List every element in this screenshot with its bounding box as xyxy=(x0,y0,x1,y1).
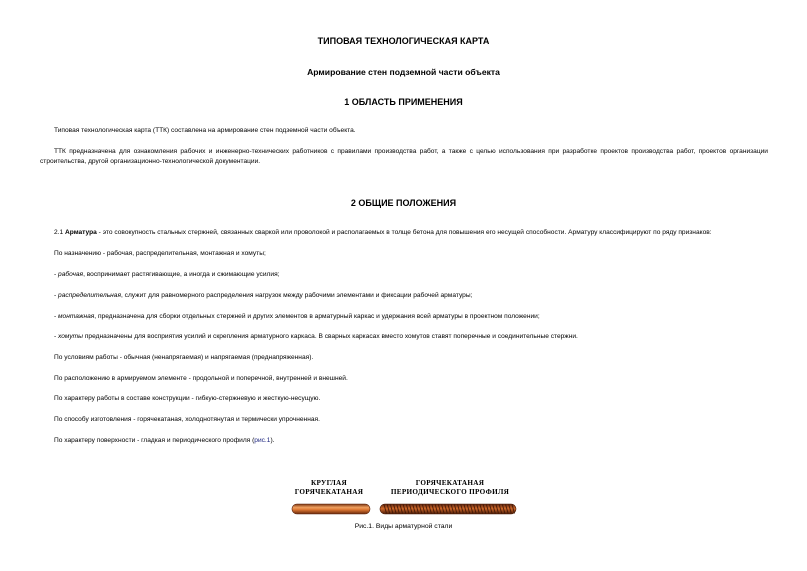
section-2-item-assembly: - монтажная, предназначена для сборки отдельных стержней и других элементов в арматурный каркас и удержания всей арматуры в проектном положении; xyxy=(54,313,540,320)
section-2-paragraph-placement: По расположению в армируемом элементе - продольной и поперечной, внутренней и внешней. xyxy=(54,375,348,382)
document-title: ТИПОВАЯ ТЕХНОЛОГИЧЕСКАЯ КАРТА xyxy=(317,36,490,46)
term-armatura: Арматура xyxy=(65,229,97,236)
section-2-paragraph-surface: По характеру поверхности - гладкая и периодического профиля (рис.1). xyxy=(54,437,275,444)
figure-1-link[interactable]: рис.1 xyxy=(254,437,271,444)
figure-label-round: КРУГЛАЯ ГОРЯЧЕКАТАНАЯ xyxy=(294,479,364,496)
section-2-paragraph-behaviour: По характеру работы в составе конструкции - гибкую-стержневую и жесткую-несущую. xyxy=(54,395,321,402)
figure-label-periodic: ГОРЯЧЕКАТАНАЯ ПЕРИОДИЧЕСКОГО ПРОФИЛЯ xyxy=(390,479,510,496)
document-subtitle: Армирование стен подземной части объекта xyxy=(307,67,500,77)
section-1-paragraph-1: Типовая технологическая карта (ТТК) составлена на армирование стен подземной части объекта. xyxy=(54,127,356,134)
section-2-heading: 2 ОБЩИЕ ПОЛОЖЕНИЯ xyxy=(350,198,457,208)
rebar-illustration xyxy=(288,500,524,518)
round-smooth-rod xyxy=(292,504,370,514)
section-2-paragraph-purpose: По назначению - рабочая, распределительная, монтажная и хомуты; xyxy=(54,250,266,257)
section-2-paragraph-definition: 2.1 Арматура - это совокупность стальных стержней, связанных сваркой или проволокой и располагаемых в толще бетона для повышения его несущей способности. Арматуру классифицируют по ряду признаков: xyxy=(54,229,712,236)
section-2-item-working: - рабочая, воспринимает растягивающие, а иногда и сжимающие усилия; xyxy=(54,271,280,278)
section-2-item-distribution: - распределительная, служит для равномерного распределения нагрузок между рабочими элементами и фиксации рабочей арматуры; xyxy=(54,292,473,299)
section-2-paragraph-conditions: По условиям работы - обычная (ненапрягаемая) и напрягаемая (преднапряженная). xyxy=(54,354,314,361)
periodic-profile-rod xyxy=(380,504,516,514)
section-1-paragraph-2: ТТК предназначена для ознакомления рабочих и инженерно-технических работников с правилами производства работ, а также с целью использования при разработке проектов производства работ, проектов организации строительства, другой организационно-технологической документации. xyxy=(40,148,768,165)
section-2-paragraph-manufacturing: По способу изготовления - горячекатаная, холоднотянутая и термически упрочненная. xyxy=(54,416,320,423)
figure-caption: Рис.1. Виды арматурной стали xyxy=(354,523,453,530)
section-2-item-stirrups: - хомуты предназначены для восприятия усилий и скрепления арматурного каркаса. В сварных каркасах вместо хомутов ставят поперечные и соединительные стержни. xyxy=(54,333,578,340)
section-1-heading: 1 ОБЛАСТЬ ПРИМЕНЕНИЯ xyxy=(344,97,463,107)
